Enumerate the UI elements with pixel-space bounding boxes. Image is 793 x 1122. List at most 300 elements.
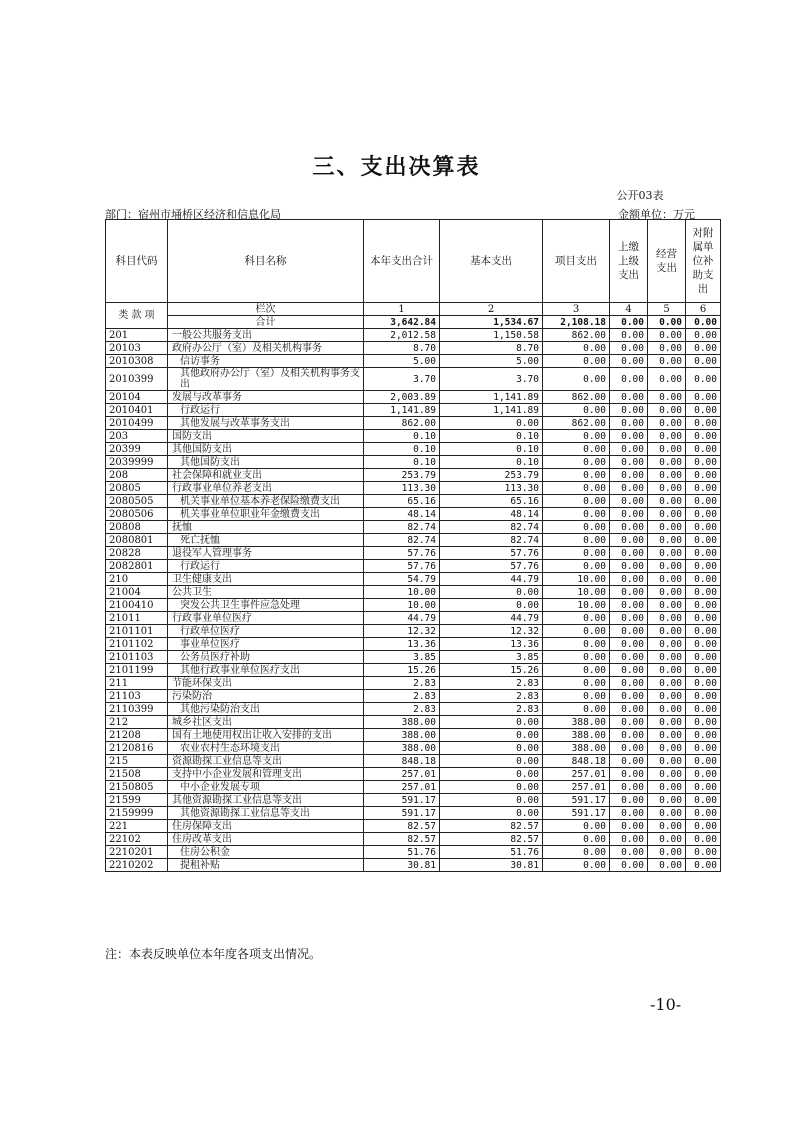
row-value: 57.76 [364, 547, 440, 560]
row-value: 82.57 [440, 833, 543, 846]
row-value: 0.00 [610, 521, 648, 534]
table-row [106, 833, 721, 846]
table-row [106, 482, 721, 495]
row-value: 0.00 [686, 677, 721, 690]
table-row [106, 586, 721, 599]
lanci-label: 栏次 [168, 303, 364, 316]
row-code: 20805 [106, 482, 168, 495]
row-value: 113.30 [440, 482, 543, 495]
row-value: 3.85 [440, 651, 543, 664]
row-code: 2010399 [106, 368, 168, 391]
row-code: 208 [106, 469, 168, 482]
row-value: 0.00 [648, 534, 686, 547]
row-name: 卫生健康支出 [168, 573, 364, 586]
header-upper: 上缴上级支出 [610, 220, 648, 303]
row-value: 0.00 [686, 742, 721, 755]
row-value: 0.00 [543, 430, 610, 443]
row-value: 0.00 [686, 807, 721, 820]
row-value: 0.00 [686, 625, 721, 638]
row-code: 20828 [106, 547, 168, 560]
row-value: 0.00 [686, 833, 721, 846]
row-value: 0.00 [648, 612, 686, 625]
row-value: 0.00 [440, 599, 543, 612]
row-value: 0.00 [543, 833, 610, 846]
row-value: 0.00 [610, 664, 648, 677]
row-value: 0.00 [543, 404, 610, 417]
row-name: 突发公共卫生事件应急处理 [168, 599, 364, 612]
row-value: 0.00 [648, 690, 686, 703]
row-value: 8.70 [440, 342, 543, 355]
row-value: 0.00 [610, 355, 648, 368]
row-name: 抚恤 [168, 521, 364, 534]
row-value: 3.70 [364, 368, 440, 391]
row-value: 3.85 [364, 651, 440, 664]
table-row [106, 508, 721, 521]
row-value: 0.00 [648, 495, 686, 508]
row-value: 15.26 [364, 664, 440, 677]
table-row [106, 729, 721, 742]
row-value: 848.18 [364, 755, 440, 768]
table-row [106, 417, 721, 430]
row-name: 公务员医疗补助 [168, 651, 364, 664]
total-cell: 1,534.67 [440, 316, 543, 329]
unit-label: 金额单位：万元 [618, 208, 695, 221]
row-value: 0.00 [440, 768, 543, 781]
row-value: 0.00 [440, 781, 543, 794]
col-index: 3 [543, 303, 610, 316]
row-value: 0.00 [686, 456, 721, 469]
header-total: 本年支出合计 [364, 220, 440, 303]
row-value: 0.00 [648, 443, 686, 456]
row-value: 0.00 [648, 482, 686, 495]
row-value: 0.00 [543, 651, 610, 664]
row-value: 257.01 [364, 768, 440, 781]
row-value: 0.00 [648, 651, 686, 664]
table-row [106, 443, 721, 456]
column-index-row [106, 303, 721, 316]
row-value: 0.00 [610, 342, 648, 355]
total-cell: 0.00 [686, 316, 721, 329]
table-row [106, 625, 721, 638]
row-value: 10.00 [543, 586, 610, 599]
row-value: 0.00 [648, 677, 686, 690]
row-name: 城乡社区支出 [168, 716, 364, 729]
row-value: 0.00 [648, 329, 686, 342]
row-value: 2.83 [364, 677, 440, 690]
row-value: 0.00 [686, 794, 721, 807]
row-value: 0.00 [686, 547, 721, 560]
row-name: 事业单位医疗 [168, 638, 364, 651]
row-value: 0.00 [543, 560, 610, 573]
row-value: 8.70 [364, 342, 440, 355]
row-name: 机关事业单位职业年金缴费支出 [168, 508, 364, 521]
row-value: 0.00 [610, 742, 648, 755]
row-name: 行政运行 [168, 404, 364, 417]
row-value: 0.00 [543, 443, 610, 456]
row-value: 0.00 [686, 690, 721, 703]
row-value: 5.00 [364, 355, 440, 368]
row-value: 0.00 [610, 534, 648, 547]
row-value: 0.00 [543, 703, 610, 716]
row-code: 221 [106, 820, 168, 833]
row-name: 政府办公厅（室）及相关机构事务 [168, 342, 364, 355]
row-value: 0.00 [648, 456, 686, 469]
table-row [106, 755, 721, 768]
total-cell: 0.00 [610, 316, 648, 329]
col-index: 4 [610, 303, 648, 316]
row-code: 20103 [106, 342, 168, 355]
row-value: 0.00 [686, 716, 721, 729]
row-code: 2080505 [106, 495, 168, 508]
row-value: 0.00 [648, 521, 686, 534]
row-value: 0.00 [648, 846, 686, 859]
table-row [106, 599, 721, 612]
row-code: 21208 [106, 729, 168, 742]
row-name: 其他政府办公厅（室）及相关机构事务支出 [168, 368, 364, 391]
row-value: 0.00 [686, 846, 721, 859]
row-value: 388.00 [364, 716, 440, 729]
table-row [106, 742, 721, 755]
row-name: 死亡抚恤 [168, 534, 364, 547]
header-basic: 基本支出 [440, 220, 543, 303]
total-label: 合计 [168, 316, 364, 329]
table-row [106, 612, 721, 625]
row-value: 0.10 [440, 456, 543, 469]
table-row [106, 716, 721, 729]
row-code: 2010401 [106, 404, 168, 417]
row-value: 0.00 [610, 677, 648, 690]
row-name: 机关事业单位基本养老保险缴费支出 [168, 495, 364, 508]
row-value: 0.00 [543, 638, 610, 651]
row-value: 0.00 [686, 443, 721, 456]
row-value: 0.00 [686, 729, 721, 742]
row-value: 0.00 [686, 651, 721, 664]
row-value: 0.00 [610, 820, 648, 833]
row-value: 848.18 [543, 755, 610, 768]
row-code: 2101199 [106, 664, 168, 677]
row-value: 0.00 [440, 716, 543, 729]
row-value: 0.00 [648, 716, 686, 729]
row-value: 30.81 [364, 859, 440, 872]
row-value: 0.00 [686, 469, 721, 482]
row-value: 82.74 [364, 534, 440, 547]
row-name: 资源勘探工业信息等支出 [168, 755, 364, 768]
row-value: 0.00 [610, 586, 648, 599]
row-value: 1,150.58 [440, 329, 543, 342]
row-value: 0.00 [543, 664, 610, 677]
row-value: 388.00 [543, 716, 610, 729]
total-cell: 2,108.18 [543, 316, 610, 329]
row-code: 20399 [106, 443, 168, 456]
row-value: 388.00 [364, 742, 440, 755]
row-value: 0.00 [648, 342, 686, 355]
row-value: 0.00 [543, 677, 610, 690]
row-value: 0.00 [610, 547, 648, 560]
row-value: 44.79 [440, 573, 543, 586]
row-value: 0.00 [543, 820, 610, 833]
row-name: 一般公共服务支出 [168, 329, 364, 342]
row-value: 0.00 [543, 495, 610, 508]
row-value: 0.00 [610, 846, 648, 859]
row-value: 13.36 [440, 638, 543, 651]
row-value: 3.70 [440, 368, 543, 391]
row-name: 住房改革支出 [168, 833, 364, 846]
col-index: 5 [648, 303, 686, 316]
row-value: 0.00 [610, 508, 648, 521]
row-value: 0.10 [364, 443, 440, 456]
row-value: 51.76 [364, 846, 440, 859]
row-value: 10.00 [543, 573, 610, 586]
row-value: 0.00 [648, 638, 686, 651]
row-value: 0.00 [610, 781, 648, 794]
row-value: 82.57 [364, 833, 440, 846]
row-value: 48.14 [364, 508, 440, 521]
row-value: 862.00 [543, 417, 610, 430]
row-code: 21599 [106, 794, 168, 807]
table-code-label: 公开03表 [616, 189, 664, 202]
header-code: 科目代码 [106, 220, 168, 303]
row-value: 0.00 [648, 781, 686, 794]
row-value: 0.00 [610, 560, 648, 573]
row-value: 0.00 [648, 755, 686, 768]
row-value: 2.83 [364, 703, 440, 716]
row-value: 0.00 [610, 794, 648, 807]
row-value: 0.00 [686, 703, 721, 716]
row-value: 0.00 [610, 690, 648, 703]
table-row [106, 768, 721, 781]
row-value: 0.00 [686, 495, 721, 508]
row-code: 2159999 [106, 807, 168, 820]
table-row [106, 495, 721, 508]
table-row [106, 342, 721, 355]
row-value: 0.00 [610, 768, 648, 781]
row-value: 0.00 [686, 417, 721, 430]
row-code: 22102 [106, 833, 168, 846]
row-value: 0.00 [440, 729, 543, 742]
row-code: 2039999 [106, 456, 168, 469]
table-row [106, 368, 721, 391]
row-value: 0.00 [543, 612, 610, 625]
row-value: 0.00 [610, 612, 648, 625]
row-value: 0.00 [648, 625, 686, 638]
row-code: 2082801 [106, 560, 168, 573]
row-value: 44.79 [364, 612, 440, 625]
row-code: 211 [106, 677, 168, 690]
row-code: 20808 [106, 521, 168, 534]
row-value: 113.30 [364, 482, 440, 495]
table-row [106, 846, 721, 859]
row-value: 0.00 [543, 534, 610, 547]
row-name: 住房保障支出 [168, 820, 364, 833]
row-name: 行政事业单位养老支出 [168, 482, 364, 495]
row-value: 0.10 [440, 443, 543, 456]
row-code: 203 [106, 430, 168, 443]
row-code: 2150805 [106, 781, 168, 794]
row-value: 0.00 [686, 355, 721, 368]
row-value: 0.00 [610, 417, 648, 430]
row-value: 0.00 [543, 859, 610, 872]
table-row [106, 355, 721, 368]
row-value: 0.00 [686, 368, 721, 391]
table-row [106, 391, 721, 404]
row-value: 0.00 [610, 807, 648, 820]
row-name: 行政单位医疗 [168, 625, 364, 638]
row-value: 253.79 [440, 469, 543, 482]
row-code: 21103 [106, 690, 168, 703]
row-value: 10.00 [364, 586, 440, 599]
row-value: 0.00 [610, 703, 648, 716]
row-value: 0.00 [648, 807, 686, 820]
row-value: 0.00 [648, 430, 686, 443]
row-value: 82.57 [364, 820, 440, 833]
row-value: 0.00 [648, 573, 686, 586]
row-value: 2.83 [440, 677, 543, 690]
table-row [106, 534, 721, 547]
table-row [106, 456, 721, 469]
row-code: 210 [106, 573, 168, 586]
row-name: 支持中小企业发展和管理支出 [168, 768, 364, 781]
row-value: 13.36 [364, 638, 440, 651]
row-value: 0.00 [543, 547, 610, 560]
total-cell: 3,642.84 [364, 316, 440, 329]
table-row [106, 703, 721, 716]
row-name: 社会保障和就业支出 [168, 469, 364, 482]
row-value: 0.00 [686, 521, 721, 534]
row-value: 0.00 [648, 404, 686, 417]
row-value: 0.00 [686, 342, 721, 355]
row-value: 257.01 [543, 781, 610, 794]
row-value: 0.00 [686, 664, 721, 677]
table-row [106, 664, 721, 677]
row-value: 0.00 [543, 355, 610, 368]
table-row [106, 807, 721, 820]
row-name: 其他资源勘探工业信息等支出 [168, 807, 364, 820]
row-value: 0.00 [440, 586, 543, 599]
expenditure-table [105, 219, 721, 872]
row-value: 388.00 [543, 742, 610, 755]
table-row [106, 638, 721, 651]
row-name: 其他污染防治支出 [168, 703, 364, 716]
row-value: 0.00 [543, 690, 610, 703]
row-value: 0.00 [610, 404, 648, 417]
row-value: 0.00 [610, 833, 648, 846]
row-value: 65.16 [364, 495, 440, 508]
table-row [106, 573, 721, 586]
row-value: 0.00 [648, 833, 686, 846]
row-code: 2010308 [106, 355, 168, 368]
row-value: 0.00 [610, 329, 648, 342]
row-value: 0.00 [610, 495, 648, 508]
row-code: 2210202 [106, 859, 168, 872]
row-value: 10.00 [543, 599, 610, 612]
row-value: 0.00 [648, 664, 686, 677]
row-value: 57.76 [364, 560, 440, 573]
row-value: 0.00 [648, 391, 686, 404]
row-value: 0.00 [648, 547, 686, 560]
row-value: 0.00 [686, 859, 721, 872]
row-code: 2100410 [106, 599, 168, 612]
row-code: 20104 [106, 391, 168, 404]
row-value: 0.10 [364, 456, 440, 469]
row-value: 2.83 [364, 690, 440, 703]
table-row [106, 404, 721, 417]
page-title: 三、支出决算表 [312, 154, 481, 180]
row-value: 0.00 [543, 625, 610, 638]
row-value: 0.00 [648, 355, 686, 368]
row-value: 0.00 [610, 430, 648, 443]
row-code: 2210201 [106, 846, 168, 859]
row-value: 0.00 [686, 573, 721, 586]
row-value: 0.00 [610, 573, 648, 586]
row-value: 0.00 [648, 820, 686, 833]
table-row [106, 677, 721, 690]
row-value: 0.00 [686, 534, 721, 547]
row-value: 253.79 [364, 469, 440, 482]
row-name: 公共卫生 [168, 586, 364, 599]
row-value: 0.00 [648, 768, 686, 781]
row-code: 212 [106, 716, 168, 729]
row-name: 其他国防支出 [168, 443, 364, 456]
row-value: 591.17 [543, 794, 610, 807]
row-value: 0.00 [440, 755, 543, 768]
row-name: 其他资源勘探工业信息等支出 [168, 794, 364, 807]
row-value: 0.00 [686, 391, 721, 404]
row-value: 0.00 [648, 508, 686, 521]
row-name: 行政运行 [168, 560, 364, 573]
row-value: 0.00 [610, 651, 648, 664]
row-code: 215 [106, 755, 168, 768]
row-value: 0.00 [686, 404, 721, 417]
row-value: 82.74 [440, 534, 543, 547]
row-value: 0.00 [543, 846, 610, 859]
row-value: 44.79 [440, 612, 543, 625]
row-value: 0.00 [686, 508, 721, 521]
row-value: 862.00 [543, 329, 610, 342]
header-name: 科目名称 [168, 220, 364, 303]
table-row [106, 781, 721, 794]
row-value: 0.00 [686, 612, 721, 625]
col-index: 6 [686, 303, 721, 316]
row-value: 0.00 [610, 456, 648, 469]
row-value: 57.76 [440, 547, 543, 560]
row-value: 257.01 [543, 768, 610, 781]
row-value: 57.76 [440, 560, 543, 573]
row-value: 0.00 [610, 638, 648, 651]
row-value: 51.76 [440, 846, 543, 859]
table-row [106, 329, 721, 342]
row-value: 257.01 [364, 781, 440, 794]
row-value: 82.74 [440, 521, 543, 534]
row-code: 2110399 [106, 703, 168, 716]
row-value: 0.00 [648, 794, 686, 807]
row-value: 591.17 [543, 807, 610, 820]
row-name: 信访事务 [168, 355, 364, 368]
row-value: 0.00 [543, 456, 610, 469]
row-value: 0.00 [610, 859, 648, 872]
row-value: 591.17 [364, 807, 440, 820]
col-index: 1 [364, 303, 440, 316]
row-value: 0.00 [686, 482, 721, 495]
row-code: 2080506 [106, 508, 168, 521]
row-value: 0.00 [610, 755, 648, 768]
table-row [106, 469, 721, 482]
table-row [106, 820, 721, 833]
row-value: 0.00 [440, 742, 543, 755]
row-value: 0.00 [648, 703, 686, 716]
col-index: 2 [440, 303, 543, 316]
row-code: 2101101 [106, 625, 168, 638]
row-value: 0.00 [543, 342, 610, 355]
